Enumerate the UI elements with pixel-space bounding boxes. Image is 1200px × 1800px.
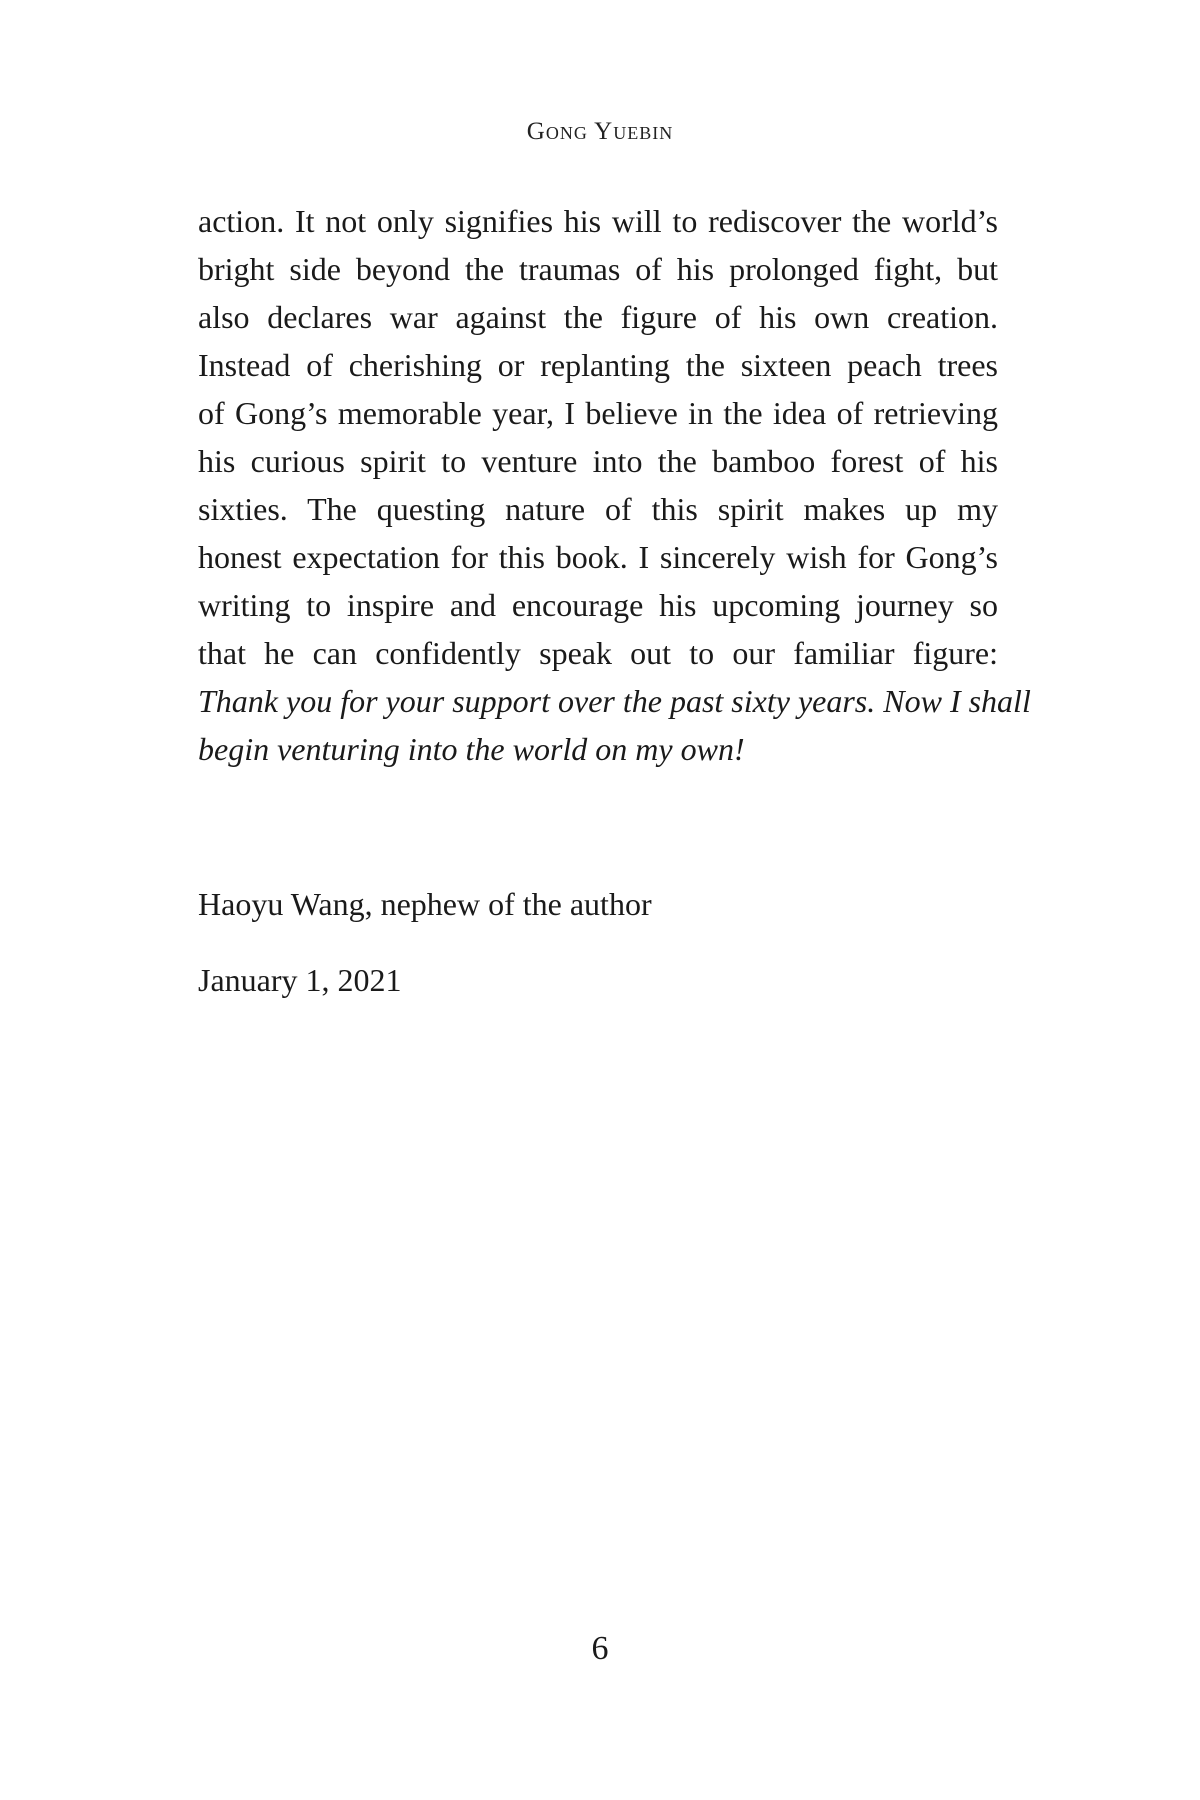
paragraph-line: action. It not only signifies his will to rediscover the world’s: [198, 203, 998, 239]
italic-quote-line: begin venturing into the world on my own!: [198, 731, 745, 767]
paragraph-line: his curious spirit to venture into the bamboo forest of his: [198, 443, 998, 479]
italic-quote-line: Thank you for your support over the past sixty years. Now I shall: [198, 683, 1031, 719]
paragraph-line: also declares war against the figure of his own creation.: [198, 299, 998, 335]
paragraph-line: writing to inspire and encourage his upcoming journey so: [198, 587, 998, 623]
running-head: Gong Yuebin: [526, 118, 674, 145]
paragraph-line: Instead of cherishing or replanting the sixteen peach trees: [198, 347, 998, 383]
paragraph-line: that he can confidently speak out to our familiar figure:: [198, 635, 998, 671]
signature-line: Haoyu Wang, nephew of the author: [198, 886, 652, 922]
body-paragraph: [198, 197, 1031, 773]
signature-date: January 1, 2021: [198, 962, 402, 998]
paragraph-line: bright side beyond the traumas of his prolonged fight, but: [198, 251, 998, 287]
page-number: 6: [591, 1630, 609, 1667]
paragraph-line: honest expectation for this book. I sincerely wish for Gong’s: [198, 539, 998, 575]
paragraph-line: of Gong’s memorable year, I believe in the idea of retrieving: [198, 395, 998, 431]
paragraph-line: sixties. The questing nature of this spirit makes up my: [198, 491, 998, 527]
